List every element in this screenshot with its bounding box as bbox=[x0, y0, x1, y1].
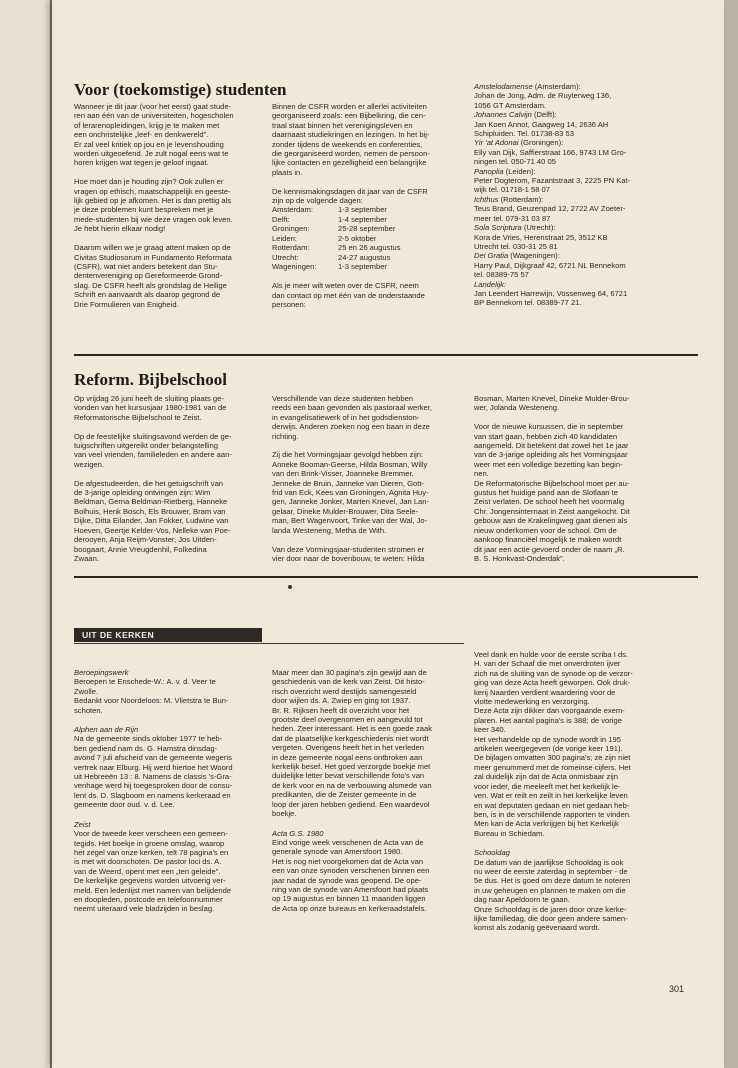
zeist-text-continued: Maar meer dan 30 pagina's zijn gewijd aan de geschiedenis van de kerk van Zeist. Dit histo- risch overzicht werd destijds samengesteld door wijlen ds. A. Zwiep en ging tot 1937. Br. R. Rijksen heeft dit overzicht voor het grootste deel overgenomen en aangevuld tot heden. Zeer interessant. Het is een goede zaak dat de plaatselijke kerkgeschiedenis niet wordt vergeten. Overigens heeft het in het verleden in deze gemeente nogal eens ontbroken aan kerkelijk besef. Het goed verzorgde boekje met duidelijke letter bevat verschillende foto's van de kerk voor en na de verbouwing alsmede van predikanten, die de Zeister gemeente in de loop der jaren hebben gediend. Een waardevol boekje. bbox=[272, 668, 432, 819]
zeist-text: Voor de tweede keer verscheen een gemeen- tegids. Het boekje in groene omslag, waarop het zegel van onze kerken, telt 78 pagina's en is met wit doorschoten. De pastor loci ds. A. van de Weerd, opent met een „ten geleide”. De kerkelijke gegevens worden uitvoerig ver- meld. Een ledenlijst met namen van belijdende en doopleden, postcode en telefoonnummer neemt uiteraard vele bladzijden in beslag. bbox=[74, 829, 232, 914]
adjacent-page-strip bbox=[0, 0, 50, 1068]
contact-entry: Panoplia (Leiden): Peter Dogterom, Fazantstraat 3, 2225 PN Kat- wijk tel. 01718-1 58 07 bbox=[474, 166, 631, 195]
subhead-zeist: Zeist bbox=[74, 819, 91, 829]
beroepingswerk-text: Beroepen te Enschede-W.: A. v. d. Veer te Zwolle. Bedankt voor Noordeloos: M. Vlietstra te Bun- schoten. bbox=[74, 677, 229, 715]
section-divider bbox=[74, 576, 698, 578]
kerken-col2 bbox=[272, 668, 462, 913]
students-col2 bbox=[272, 102, 462, 310]
date-row: Groningen: 25-28 september bbox=[272, 224, 396, 234]
alphen-text: Na de gemeente sinds oktober 1977 te heb- ben gediend nam ds. G. Hamstra dinsdag- avond 7 juli afscheid van de gemeente wegens vertrek naar Elburg. Hij werd hiertoe het Woord uit Hebreeën 13 : 8. Namens de classis 's-Gra- venhage werd hij toegesproken door de consu- lent ds. D. Slagboom en namens kerkeraad en gemeente door oud. v. d. Lee. bbox=[74, 734, 233, 810]
contact-entry: Amstelodamense (Amsterdam): Johan de Jong, Adm. de Ruyterweg 136, 1056 GT Amsterdam. bbox=[474, 82, 612, 110]
contact-entry: Dei Gratia (Wageningen): Harry Paul, Dijkgraaf 42, 6721 NL Bennekom tel. 08389-75 57 bbox=[474, 251, 626, 280]
section-divider bbox=[74, 354, 698, 356]
subhead-alphen: Alphen aan de Rijn bbox=[74, 725, 139, 735]
subhead-acta: Acta G.S. 1980 bbox=[272, 828, 324, 838]
date-row: Wageningen: 1-3 september bbox=[272, 261, 387, 271]
date-row: Amsterdam: 1-3 september bbox=[272, 205, 387, 215]
kerken-col1 bbox=[74, 668, 260, 914]
bijbelschool-col3: Bosman, Marten Knevel, Dineke Mulder-Brou- wer, Jolanda Westeneng. Voor de nieuwe kursussen, die in september van start gaan, hebben zich 40 kandidaten aangemeld. Dit betekent dat zowel het 1e jaar van de 3-jarige opleiding als het Vormingsjaar weer met een volledige bezetting kan begin- nen. De Reformatorische Bijbelschool moet per au- gustus het huidige pand aan de Slotlaan te Zeist verlaten. De school heeft het voormalig Chr. Jongensinternaat in Zeist aangekocht. Dit gebouw aan de Krakelingweg gaat dienen als nieuw onderkomen voor de school. Om de aankoop financiëel mogelijk te maken wordt dit jaar een actie gevoerd onder de naam „R. B. S. Honkvast-Onderdak”. bbox=[474, 394, 630, 563]
date-row: Rotterdam: 25 en 26 augustus bbox=[272, 243, 401, 253]
students-col1: Wanneer je dit jaar (voor het eerst) gaat stude- ren aan één van de universiteiten, hogescholen of lerarenopleidingen, krijg je te maken met een onchristelijke „leef- en denkwereld”. Er zal veel kritiek op jou en je levenshouding worden uitgeoefend. Je zult nogal eens wat te horen krijgen wat tegen je geloof ingaat. Hoe moet dan je houding zijn? Ook zullen er vragen op ethisch, maatschappelijk en geeste- lijk gebied op je afkomen. Het is dan prettig als je deze problemen kunt bespreken met je mede-studenten bij wie deze vragen ook leven. Je hebt hierin elkaar nodig! Daarom willen we je graag attent maken op de Civitas Studiosorum in Fundamento Reformata (CSFR), wat niet anders betekent dan Stu- dentenvereniging op Gereformeerde Grond- slag. De CSFR heeft als grondslag de Heilige Schrift en aanvaardt als daarop gegrond de Drie Formulieren van Enigheid. bbox=[74, 102, 234, 309]
contacts-list bbox=[474, 82, 698, 308]
page-number: 301 bbox=[668, 984, 684, 994]
date-row: Utrecht: 24-27 augustus bbox=[272, 252, 391, 262]
contact-entry: Sola Scriptura (Utrecht): Kora de Vries, Herenstraat 25, 3512 KB Utrecht tel. 030-31 25 81 bbox=[474, 223, 608, 251]
section-students-title: Voor (toekomstige) studenten bbox=[74, 80, 287, 99]
students-col2-outro: Als je meer wilt weten over de CSFR, neem dan contact op met één van de onderstaande personen: bbox=[272, 281, 425, 310]
date-row: Leiden: 2-5 oktober bbox=[272, 233, 377, 243]
contact-entry: Ichthus (Rotterdam): Teus Brand, Geuzenpad 12, 2722 AV Zoeter- meer tel. 079-31 03 87 bbox=[474, 194, 626, 223]
section-students bbox=[74, 80, 698, 360]
date-row: Delft: 1-4 september bbox=[272, 214, 387, 224]
schooldag-text: De datum van de jaarlijkse Schooldag is ook nu weer de eerste zaterdag in september - de 5e dus. Het is goed om deze datum te noteren in uw geheugen en plannen te maken om die dag naar Apeldoorn te gaan. Onze Schooldag is de jaren door onze kerke- lijke familiedag, die door geen andere samen- komst als zodanig geëvenaard wordt. bbox=[474, 857, 631, 933]
bijbelschool-col1: Op vrijdag 26 juni heeft de sluiting plaats ge- vonden van het kursusjaar 1980-1981 van de Reformatorische Bijbelschool te Zeist. Op de feestelijke sluitingsavond werden de ge- tuigschriften uitgereikt onder belangstelling van veel vrienden, familieleden en andere aan- wezigen. De afgestudeerden, die het getuigschrift van de 3-jarige opleiding ontvingen zijn: Wim Beldman, Gerna Beldman-Rietberg, Hanneke Bolhuis, Henk Bosch, Els Brouwer, Bram van Dijke, Ditta Eilander, Jan Fokker, Ludwine van Hoeven, Geertje Kelder-Vos, Nelleke van Poe- derooyen, Anja Reijm-Vonster, Jos Uitden- boogaart, Annie Vreugdenhil, Folkedina Zwaan. bbox=[74, 394, 232, 563]
kerken-col3 bbox=[474, 650, 698, 933]
contact-entry: Johannes Calvijn (Delft): Jan Koen Annot, Gaagweg 14, 2636 AH Schipluiden. Tel. 01738-83 53 bbox=[474, 110, 609, 139]
subhead-beroepingswerk: Beroepingswerk bbox=[74, 668, 129, 677]
section-bijbelschool-title: Reform. Bijbelschool bbox=[74, 370, 227, 389]
banner-rule bbox=[74, 643, 464, 644]
uit-de-kerken-banner: UIT DE KERKEN bbox=[74, 628, 262, 642]
contact-entry: Landelijk: Jan Leendert Harrewijn, Vossenweg 64, 6721 BP Bennekom tel. 08389-77 21. bbox=[474, 279, 628, 308]
acta-text: Eind vorige week verschenen de Acta van de generale synode van Amersfoort 1980. Het is nog niet voorgekomen dat de Acta van een van onze synoden verschenen binnen een jaar nadat de synode was geopend. De ope- ning van de synode van Amersfoort had plaats op 19 augustus en binnen 11 maanden liggen de Acta op onze bureaus en kerkeraadstafels. bbox=[272, 837, 430, 913]
bijbelschool-col2: Verschillende van deze studenten hebben reeds een baan gevonden als pastoraal werker, in evangelisatiewerk of in het godsdienston- derwijs. Anderen zoeken nog een baan in deze richting. Zij die het Vormingsjaar gevolgd hebben zijn: Anneke Booman-Geerse, Hilda Bosman, Willy van den Brink-Visser, Joanneke Bremmer, Jenneke de Bruin, Janneke van Dieren, Gott- frid van Eck, Kees van Groningen, Agnita Huy- gen, Janneke Jonker, Marten Knevel, Jan Lan- gelaar, Dineke Mulder-Brouwer, Dita Seele- man, Bert Wagenvoort, Tinke van der Wal, Jo- landa Westeneng, Metha de With. Van deze Vormingsjaar-studenten stromen er vier door naar de bovenbouw, te weten: Hilda bbox=[272, 394, 432, 563]
kennismaking-dates bbox=[272, 205, 462, 271]
students-col2-intro: Binnen de CSFR worden er allerlei activiteiten georganiseerd zoals: een Bijbelkring, die cen- traal staat binnen het verenigingsleven en daarnaast studiekringen en lezingen. In het bij- zonder tijdens de weekends en conferenties, die georganiseerd worden, nemen de persoon- lijke contacten en gezelligheid een belangrijke plaats in. De kennismakingsdagen dit jaar van de CSFR zijn op de volgende dagen: bbox=[272, 102, 430, 206]
subhead-schooldag: Schooldag bbox=[474, 848, 510, 858]
bullet-dot bbox=[288, 585, 292, 589]
contact-entry: Yir 'at Adonai (Groningen): Elly van Dijk, Saffierstraat 166, 9743 LM Gro- ningen tel. 050-71 40 05 bbox=[474, 138, 627, 167]
acta-text-continued: Veel dank en hulde voor de eerste scriba I ds. H. van der Schaaf die met onverdroten ijver zich na de sluiting van de synode op de verzor- ging van deze Acta heeft geworpen. Ook druk- kerij Naarden verdient waardering voor de vlotte medewerking en verzorging. Deze Acta zijn dikker dan voorgaande exem- plaren. Het aantal pagina's is 388; de vorige keer 340. Het verhandelde op de synode wordt in 195 artikelen weergegeven (de vorige keer 191). De bijlagen omvatten 300 pagina's; ze zijn niet meer genummerd met de romeinse cijfers. Het zal duidelijk zijn dat de Acta onmisbaar zijn voor ieder, die meeleeft met het kerkelijk le- ven. Wat er reilt en zeilt in het kerkelijke leven en wat deputaten gedaan en niet gedaan heb- ben, is in de verschillende rapporten te vinden. Men kan de Acta verkrijgen bij het Kerkelijk Bureau in Schiedam. bbox=[474, 650, 633, 838]
